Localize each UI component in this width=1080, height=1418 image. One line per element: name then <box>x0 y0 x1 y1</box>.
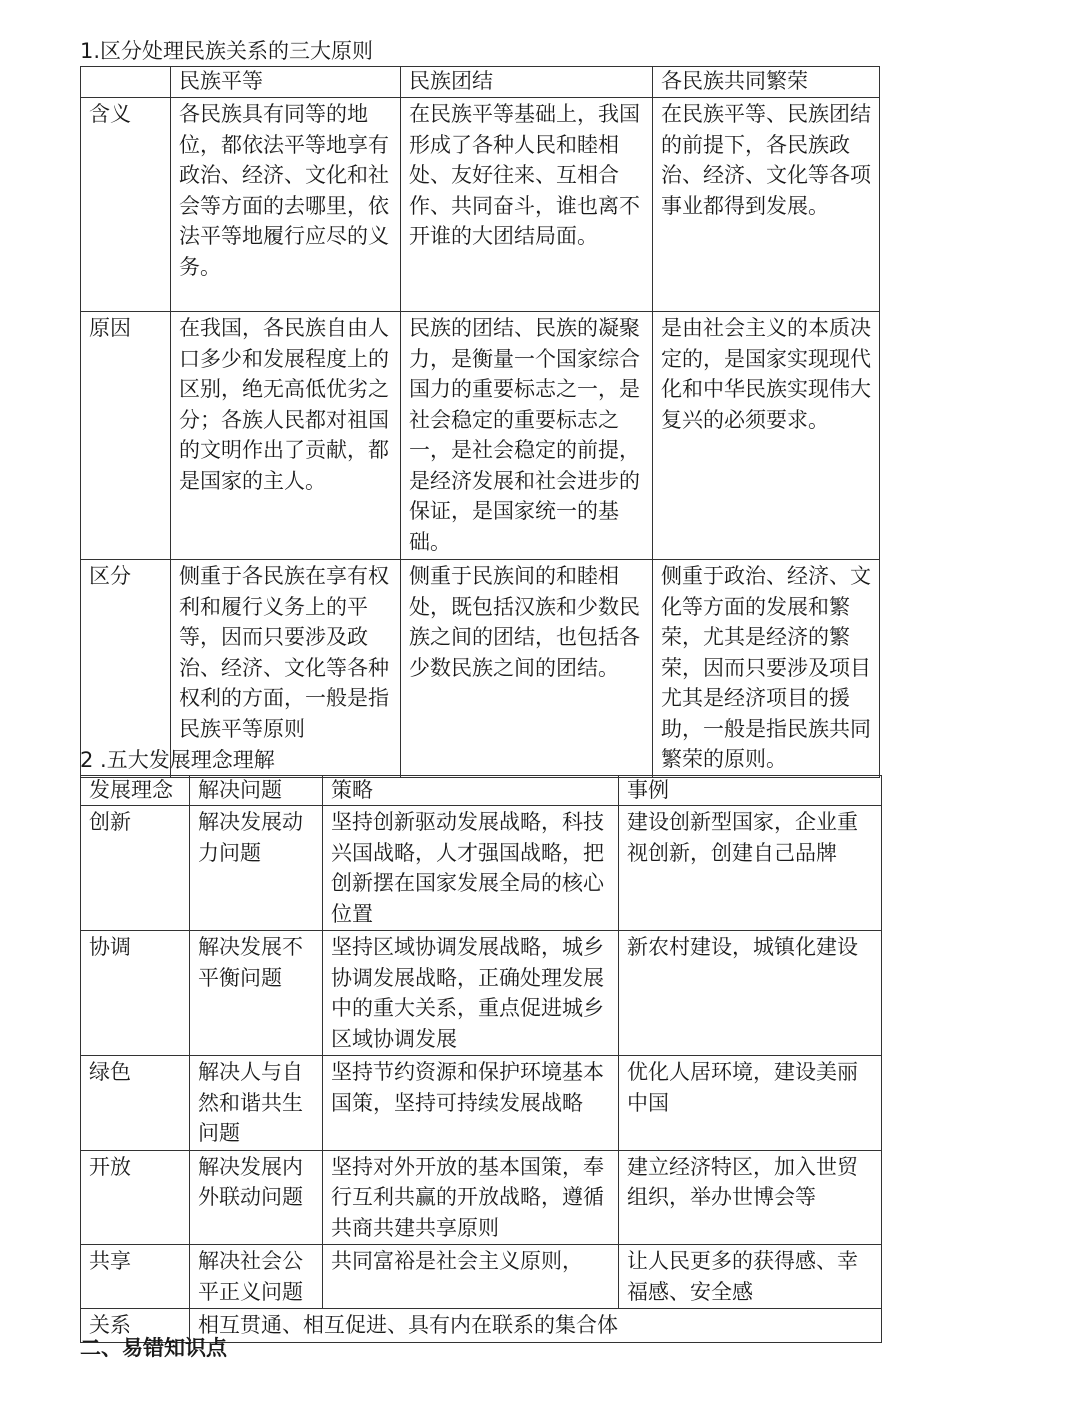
header-cell: 民族平等 <box>171 67 401 98</box>
table-header-row <box>81 67 880 98</box>
table-cell: 在我国，各民族自由人口多少和发展程度上的区别，绝无高低优劣之分；各族人民都对祖国的文明作出了贡献，都是国家的主人。 <box>171 312 401 560</box>
header-cell <box>81 67 171 98</box>
table-cell: 侧重于民族间的和睦相处，既包括汉族和少数民族之间的团结，也包括各少数民族之间的团结。 <box>401 560 653 778</box>
strategy-cell: 坚持区域协调发展战略，城乡协调发展战略，正确处理发展中的重大关系，重点促进城乡区域协调发展 <box>323 931 619 1056</box>
table-row <box>81 806 882 931</box>
development-concepts-table <box>80 775 882 1343</box>
section-3-title: 二、易错知识点 <box>80 1336 227 1360</box>
table-row <box>81 1245 882 1309</box>
strategy-cell: 坚持创新驱动发展战略，科技兴国战略，人才强国战略，把创新摆在国家发展全局的核心位置 <box>323 806 619 931</box>
table-row <box>81 560 880 778</box>
table-cell: 在民族平等、民族团结的前提下，各民族政治、经济、文化等各项事业都得到发展。 <box>653 98 880 312</box>
relation-text: 相互贯通、相互促进、具有内在联系的集合体 <box>190 1309 882 1343</box>
concept-cell: 共享 <box>81 1245 190 1309</box>
table-row <box>81 931 882 1056</box>
table-row <box>81 312 880 560</box>
table-cell: 侧重于各民族在享有权利和履行义务上的平等，因而只要涉及政治、经济、文化等各种权利的方面，一般是指民族平等原则 <box>171 560 401 778</box>
table-row <box>81 1150 882 1245</box>
header-cell: 事例 <box>619 776 882 806</box>
header-cell: 解决问题 <box>190 776 323 806</box>
concept-cell: 开放 <box>81 1150 190 1245</box>
table-cell: 在民族平等基础上，我国形成了各种人民和睦相处、友好往来、互相合作、共同奋斗，谁也离不开谁的大团结局面。 <box>401 98 653 312</box>
example-cell: 优化人居环境，建设美丽中国 <box>619 1056 882 1151</box>
table-cell: 侧重于政治、经济、文化等方面的发展和繁荣，尤其是经济的繁荣，因而只要涉及项目尤其是经济项目的援助，一般是指民族共同繁荣的原则。 <box>653 560 880 778</box>
ethnic-principles-table <box>80 66 880 778</box>
problem-cell: 解决发展动力问题 <box>190 806 323 931</box>
problem-cell: 解决社会公平正义问题 <box>190 1245 323 1309</box>
header-cell: 各民族共同繁荣 <box>653 67 880 98</box>
table-cell: 各民族具有同等的地位，都依法平等地享有政治、经济、文化和社会等方面的去哪里，依法平等地履行应尽的义务。 <box>171 98 401 312</box>
row-label: 区分 <box>81 560 171 778</box>
header-cell: 民族团结 <box>401 67 653 98</box>
problem-cell: 解决发展不平衡问题 <box>190 931 323 1056</box>
concept-cell: 绿色 <box>81 1056 190 1151</box>
section-2-title: 2 .五大发展理念理解 <box>80 748 275 772</box>
strategy-cell: 坚持节约资源和保护环境基本国策，坚持可持续发展战略 <box>323 1056 619 1151</box>
table-row <box>81 1056 882 1151</box>
table-row <box>81 98 880 312</box>
example-cell: 建设创新型国家，企业重视创新，创建自己品牌 <box>619 806 882 931</box>
section-1-title: 1.区分处理民族关系的三大原则 <box>80 39 374 63</box>
example-cell: 让人民更多的获得感、幸福感、安全感 <box>619 1245 882 1309</box>
table-header-row <box>81 776 882 806</box>
row-label: 原因 <box>81 312 171 560</box>
relation-label: 关系 <box>81 1309 190 1343</box>
concept-cell: 创新 <box>81 806 190 931</box>
problem-cell: 解决发展内外联动问题 <box>190 1150 323 1245</box>
row-label: 含义 <box>81 98 171 312</box>
table-cell: 是由社会主义的本质决定的，是国家实现现代化和中华民族实现伟大复兴的必须要求。 <box>653 312 880 560</box>
header-cell: 策略 <box>323 776 619 806</box>
example-cell: 建立经济特区，加入世贸组织，举办世博会等 <box>619 1150 882 1245</box>
example-cell: 新农村建设，城镇化建设 <box>619 931 882 1056</box>
concept-cell: 协调 <box>81 931 190 1056</box>
table-cell: 民族的团结、民族的凝聚力，是衡量一个国家综合国力的重要标志之一，是社会稳定的重要标志之一，是社会稳定的前提，是经济发展和社会进步的保证，是国家统一的基础。 <box>401 312 653 560</box>
header-cell: 发展理念 <box>81 776 190 806</box>
strategy-cell: 共同富裕是社会主义原则， <box>323 1245 619 1309</box>
problem-cell: 解决人与自然和谐共生问题 <box>190 1056 323 1151</box>
strategy-cell: 坚持对外开放的基本国策，奉行互利共赢的开放战略，遵循共商共建共享原则 <box>323 1150 619 1245</box>
